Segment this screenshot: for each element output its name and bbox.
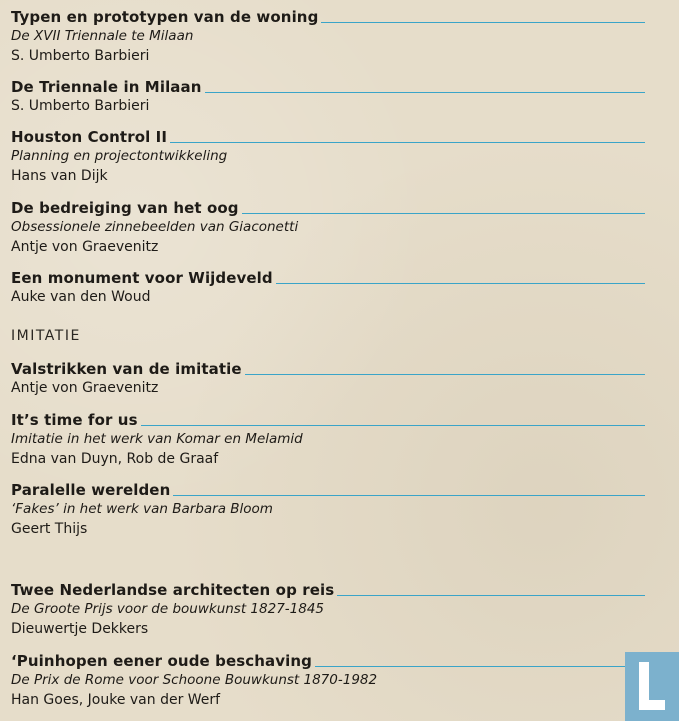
- title-rule: [141, 425, 645, 426]
- toc-entry-title-row: [11, 579, 645, 599]
- toc-entry-subtitle: De Groote Prijs voor de bouwkunst 1827-1845: [11, 601, 325, 617]
- toc-entry-subtitle: Obsessionele zinnebeelden van Giaconetti: [11, 219, 299, 235]
- toc-entry: [11, 579, 645, 640]
- toc-entry-author: Antje von Graevenitz: [11, 239, 159, 255]
- toc-entry: [11, 358, 645, 399]
- toc-entry-author: Geert Thijs: [11, 521, 88, 537]
- watermark-mark-icon: [639, 662, 665, 710]
- toc-entry-title-row: [11, 409, 645, 429]
- title-rule: [173, 495, 645, 496]
- toc-entry: [11, 76, 645, 117]
- toc-entry-title: De bedreiging van het oog: [11, 199, 239, 217]
- toc-entry-title-row: [11, 126, 645, 146]
- title-rule: [315, 666, 645, 667]
- section-header-imitatie: IMITATIE: [11, 328, 81, 344]
- title-rule: [170, 142, 645, 143]
- toc-entry-title: Houston Control II: [11, 128, 168, 146]
- toc-entry-title: Twee Nederlandse architecten op reis: [11, 581, 335, 599]
- toc-entry-title-row: [11, 197, 645, 217]
- toc-entry-author: S. Umberto Barbieri: [11, 48, 150, 64]
- toc-entry-subtitle: Planning en projectontwikkeling: [11, 148, 228, 164]
- toc-entry-title-row: [11, 76, 645, 96]
- toc-entry-title: Paralelle werelden: [11, 481, 171, 499]
- toc-entry: [11, 197, 645, 258]
- toc-entry-subtitle: De Prix de Rome voor Schoone Bouwkunst 1870-1982: [11, 672, 378, 688]
- toc-entry-title-row: [11, 6, 645, 26]
- toc-entry-author: Dieuwertje Dekkers: [11, 621, 149, 637]
- toc-entry: [11, 267, 645, 308]
- toc-entry-title-row: [11, 479, 645, 499]
- toc-entry: [11, 6, 645, 67]
- title-rule: [245, 374, 645, 375]
- toc-entry-title: Typen en prototypen van de woning: [11, 8, 319, 26]
- lastdodo-watermark-icon: [625, 652, 679, 721]
- toc-entry-title: ‘Puinhopen eener oude beschaving: [11, 652, 312, 670]
- toc-entry-title: Valstrikken van de imitatie: [11, 360, 242, 378]
- toc-entry-subtitle: ‘Fakes’ in het werk van Barbara Bloom: [11, 501, 273, 517]
- toc-entry-subtitle: De XVII Triennale te Milaan: [11, 28, 194, 44]
- toc-entry-author: Han Goes, Jouke van der Werf: [11, 692, 221, 708]
- toc-entry-author: Antje von Graevenitz: [11, 380, 159, 396]
- toc-entry-author: Edna van Duyn, Rob de Graaf: [11, 451, 219, 467]
- toc-entry: [11, 479, 645, 540]
- toc-entry-author: Hans van Dijk: [11, 168, 108, 184]
- title-rule: [242, 213, 645, 214]
- toc-entry-title: Een monument voor Wijdeveld: [11, 269, 273, 287]
- title-rule: [276, 283, 645, 284]
- toc-entry: [11, 650, 645, 711]
- title-rule: [337, 595, 645, 596]
- toc-entry-title-row: [11, 358, 645, 378]
- toc-entry-author: S. Umberto Barbieri: [11, 98, 150, 114]
- toc-entry-author: Auke van den Woud: [11, 289, 151, 305]
- toc-entry-title: De Triennale in Milaan: [11, 78, 202, 96]
- toc-entry: [11, 409, 645, 470]
- toc-entry-title-row: [11, 650, 645, 670]
- toc-entry-title-row: [11, 267, 645, 287]
- toc-entry-subtitle: Imitatie in het werk van Komar en Melamid: [11, 431, 303, 447]
- toc-entry: [11, 126, 645, 187]
- title-rule: [321, 22, 645, 23]
- toc-entry-title: It’s time for us: [11, 411, 138, 429]
- title-rule: [205, 92, 645, 93]
